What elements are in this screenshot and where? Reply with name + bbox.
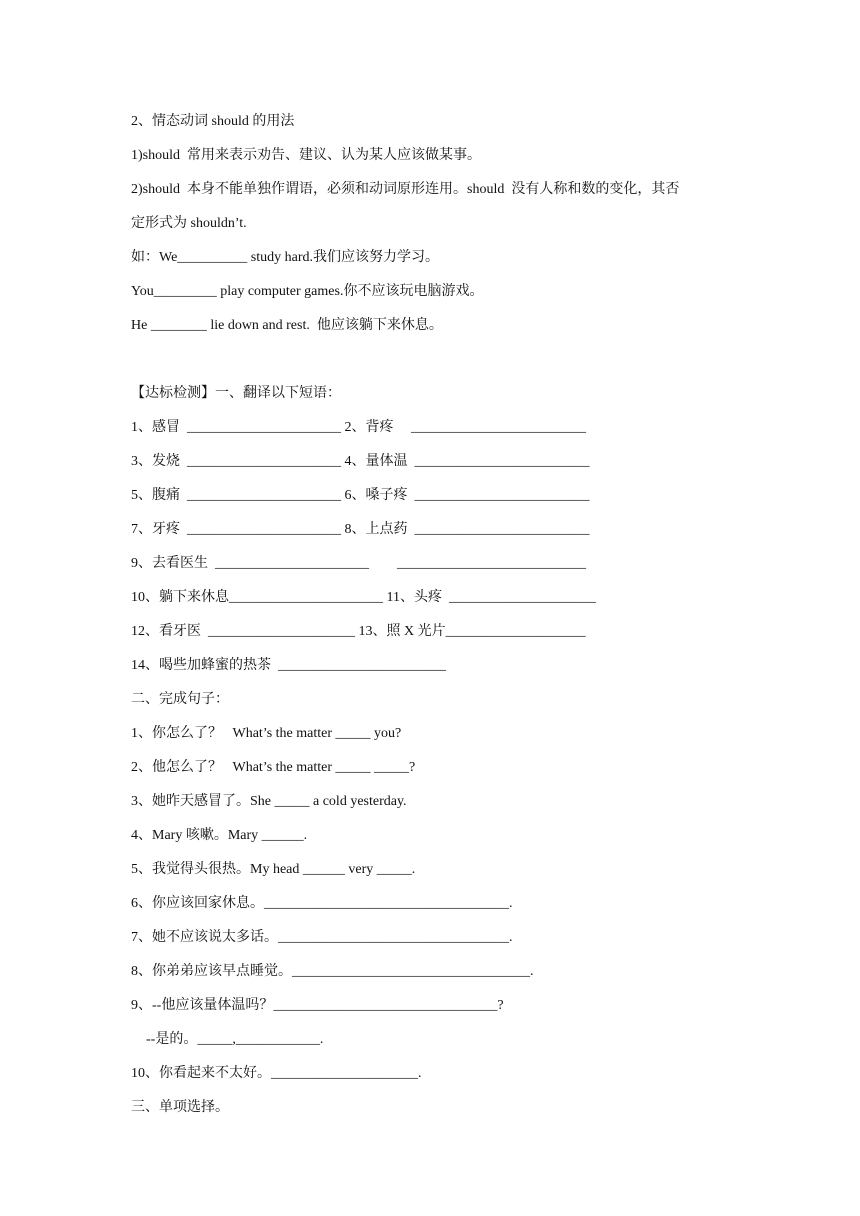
phrase-row: 9、去看医生 ______________________ ___________________________ — [131, 556, 586, 571]
sentence-item: 9、--他应该量体温吗？________________________________? — [131, 998, 504, 1013]
phrase-row: 7、牙疼 ______________________ 8、上点药 _________________________ — [131, 522, 590, 537]
sentences-heading: 二、完成句子： — [131, 692, 229, 707]
phrase-row: 12、看牙医 _____________________ 13、照 X 光片____________________ — [131, 624, 586, 639]
grammar-rule-2b: 定形式为 shouldn’t. — [131, 216, 247, 231]
phrase-row: 10、躺下来休息______________________ 11、头疼 _____________________ — [131, 590, 596, 605]
sentence-item: 8、你弟弟应该早点睡觉。__________________________________. — [131, 964, 534, 979]
phrase-row: 14、喝些加蜂蜜的热茶 ________________________ — [131, 658, 446, 673]
test-heading: 【达标检测】一、翻译以下短语： — [131, 386, 341, 401]
sentence-item: 5、我觉得头很热。My head ______ very _____. — [131, 862, 416, 877]
sentence-item: 4、Mary 咳嗽。Mary ______. — [131, 828, 308, 843]
grammar-heading: 2、情态动词 should 的用法 — [131, 114, 295, 129]
sentence-item: 7、她不应该说太多话。_________________________________. — [131, 930, 513, 945]
choice-heading: 三、单项选择。 — [131, 1100, 229, 1115]
grammar-example-3: He ________ lie down and rest. 他应该躺下来休息。 — [131, 318, 443, 333]
sentence-item: 3、她昨天感冒了。She _____ a cold yesterday. — [131, 794, 407, 809]
phrase-row: 5、腹痛 ______________________ 6、嗓子疼 _________________________ — [131, 488, 590, 503]
sentence-item: 1、你怎么了？ What’s the matter _____ you? — [131, 726, 402, 741]
grammar-rule-1: 1)should 常用来表示劝告、建议、认为某人应该做某事。 — [131, 148, 481, 163]
phrase-row: 1、感冒 ______________________ 2、背疼 _________________________ — [131, 420, 586, 435]
phrase-row: 3、发烧 ______________________ 4、量体温 _________________________ — [131, 454, 590, 469]
grammar-rule-2a: 2)should 本身不能单独作谓语，必须和动词原形连用。should 没有人称和数的变化，其否 — [131, 182, 680, 197]
sentence-item: 2、他怎么了？ What’s the matter _____ _____? — [131, 760, 416, 775]
sentence-item: 10、你看起来不太好。_____________________. — [131, 1066, 422, 1081]
sentence-item: 6、你应该回家休息。___________________________________. — [131, 896, 513, 911]
sentence-answer: --是的。_____,____________. — [146, 1032, 324, 1047]
grammar-example-1: 如：We__________ study hard.我们应该努力学习。 — [131, 250, 440, 265]
grammar-example-2: You_________ play computer games.你不应该玩电脑游戏。 — [131, 284, 484, 299]
